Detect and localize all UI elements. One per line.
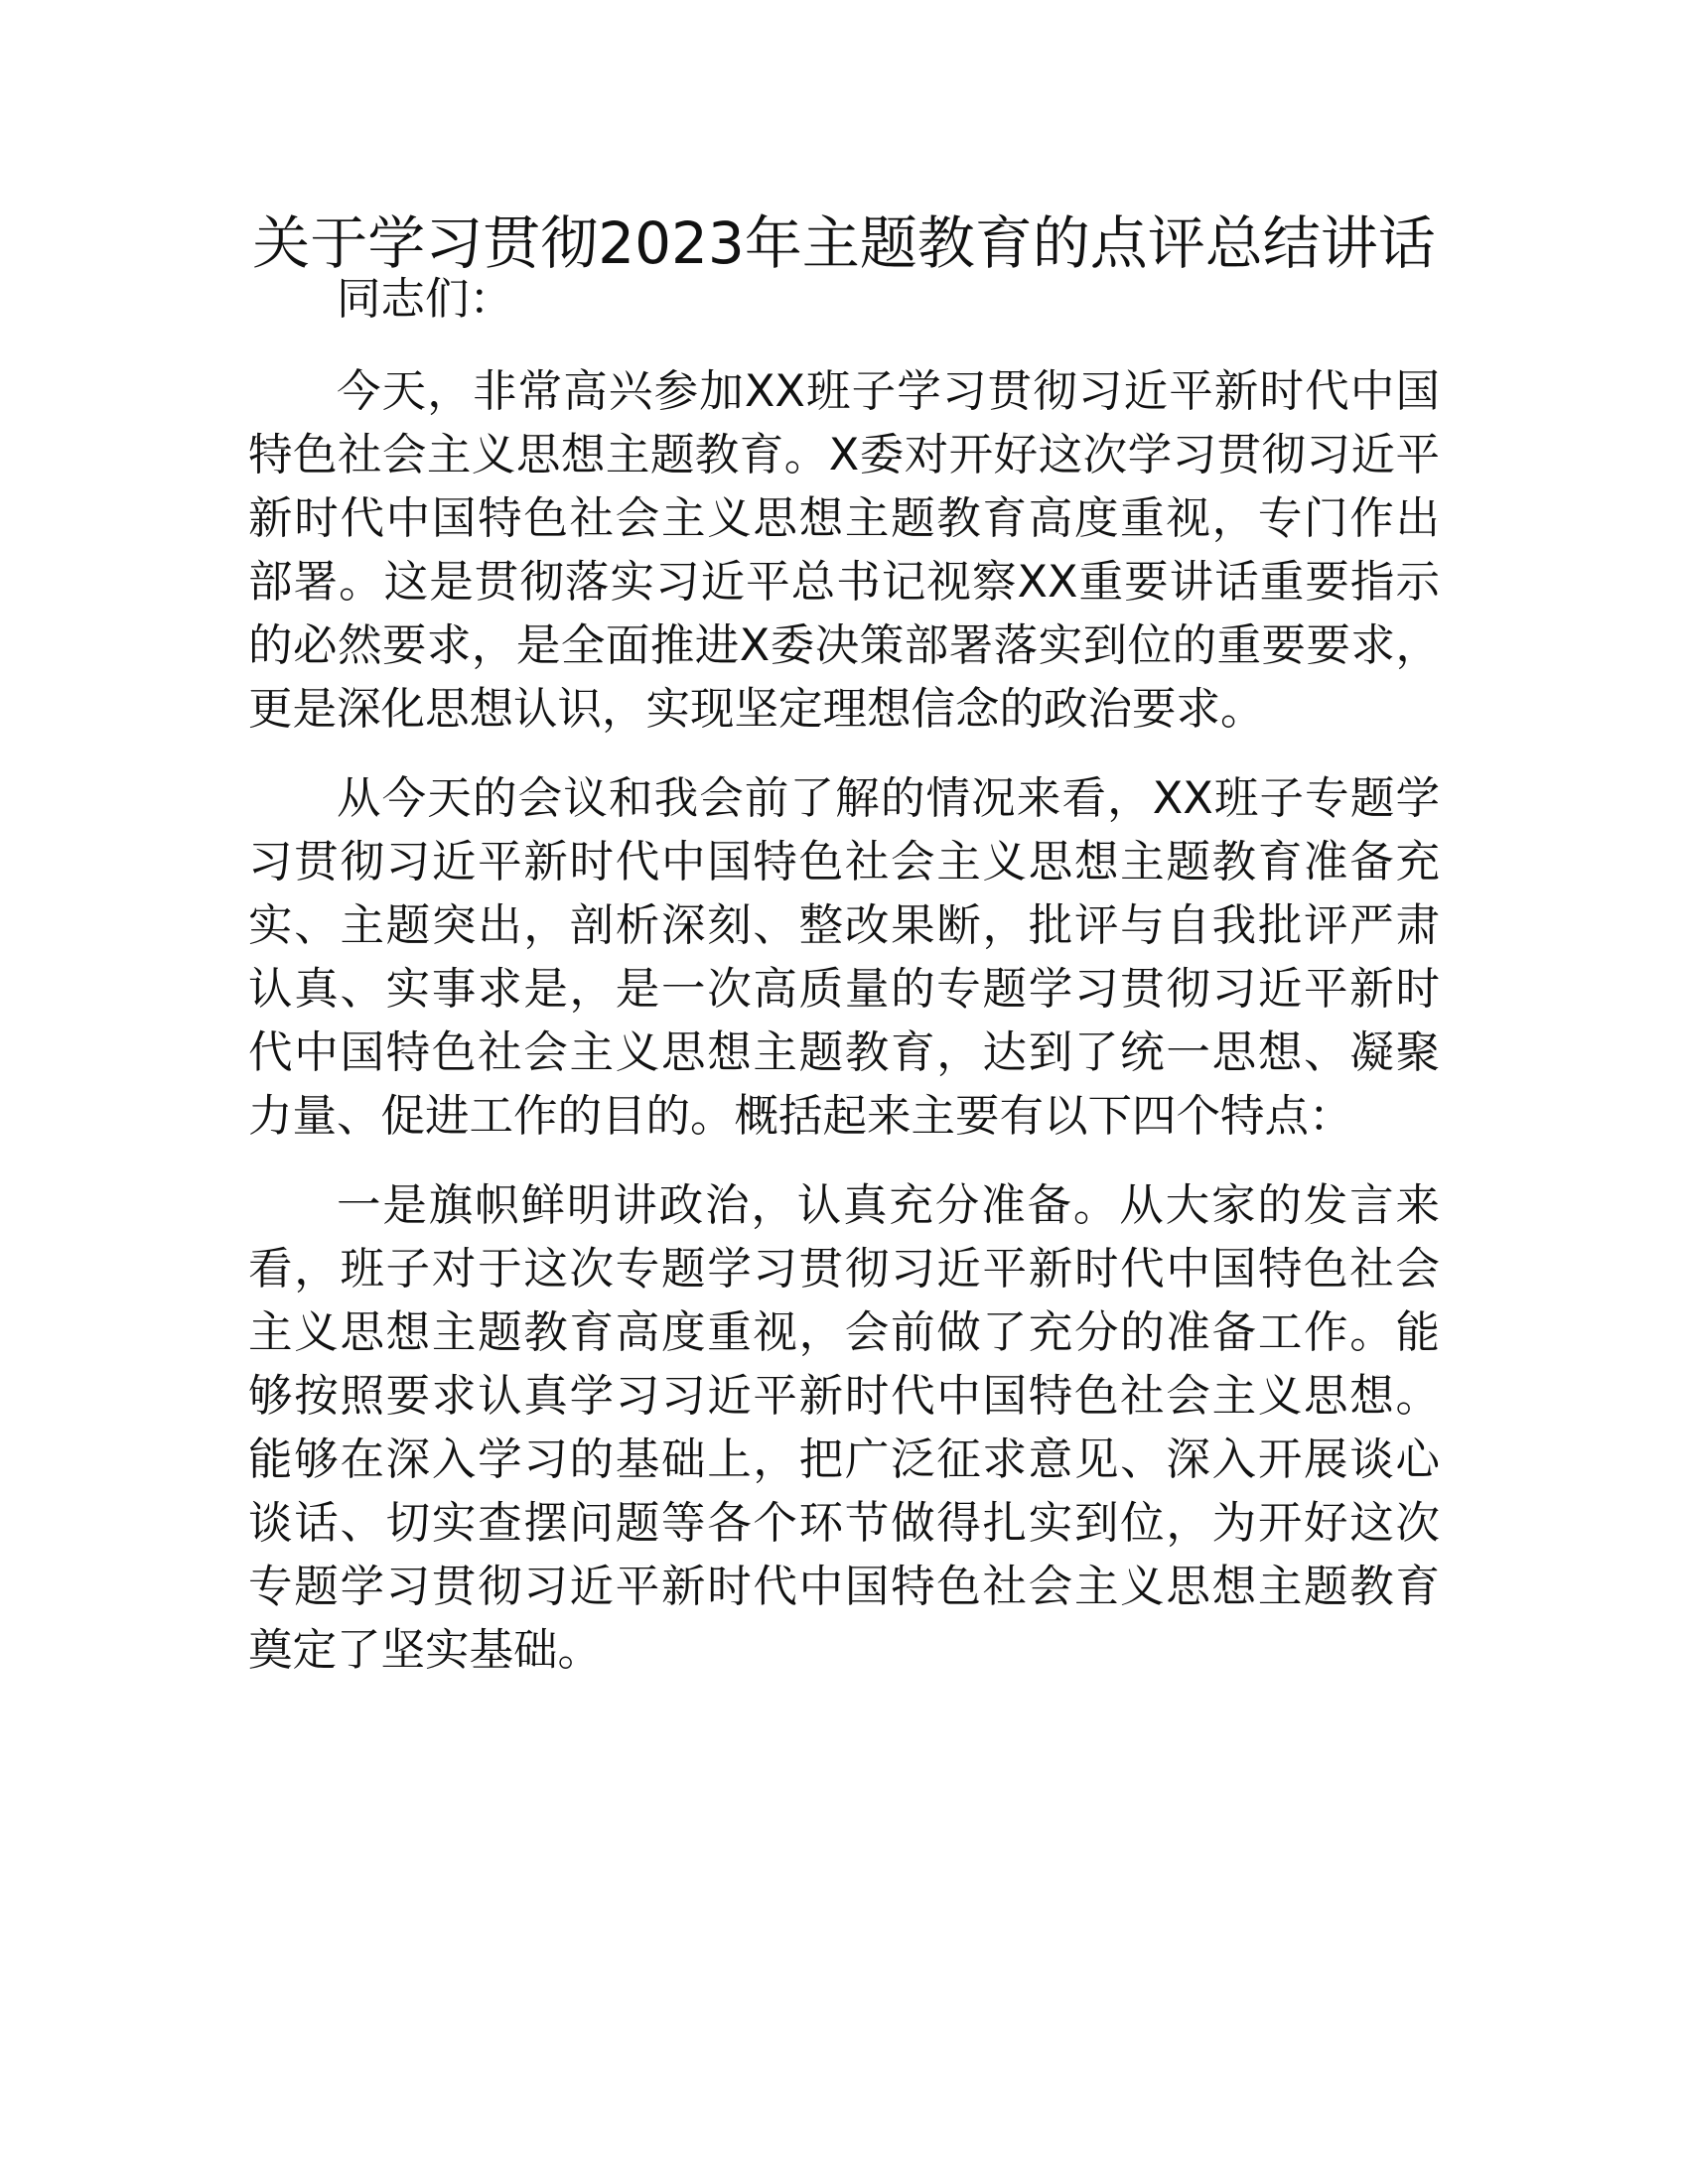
paragraph-3: 一是旗帜鲜明讲政治，认真充分准备。从大家的发言来看，班子对于这次专题学习贯彻习近平新时代中国特色社会主义思想主题教育高度重视，会前做了充分的准备工作。能够按照要求认真学习习近平新时代中国特色社会主义思想。能够在深入学习的基础上，把广泛征求意见、深入开展谈心谈话、切实查摆问题等各个环节做得扎实到位，为开好这次专题学习贯彻习近平新时代中国特色社会主义思想主题教育奠定了坚实基础。 (248, 1180, 1440, 1676)
paragraph-1: 今天，非常高兴参加XX班子学习贯彻习近平新时代中国特色社会主义思想主题教育。X委对开好这次学习贯彻习近平新时代中国特色社会主义思想主题教育高度重视，专门作出部署。这是贯彻落实习近平总书记视察XX重要讲话重要指示的必然要求，是全面推进X委决策部署落实到位的重要要求，更是深化思想认识，实现坚定理想信念的政治要求。 (248, 366, 1440, 735)
salutation: 同志们： (337, 274, 514, 325)
document-body (248, 268, 1440, 1708)
paragraph-2: 从今天的会议和我会前了解的情况来看，XX班子专题学习贯彻习近平新时代中国特色社会主义思想主题教育准备充实、主题突出，剖析深刻、整改果断，批评与自我批评严肃认真、实事求是，是一次高质量的专题学习贯彻习近平新时代中国特色社会主义思想主题教育，达到了统一思想、凝聚力量、促进工作的目的。概括起来主要有以下四个特点： (248, 773, 1440, 1142)
document-title: 关于学习贯彻2023年主题教育的点评总结讲话 (252, 209, 1436, 277)
